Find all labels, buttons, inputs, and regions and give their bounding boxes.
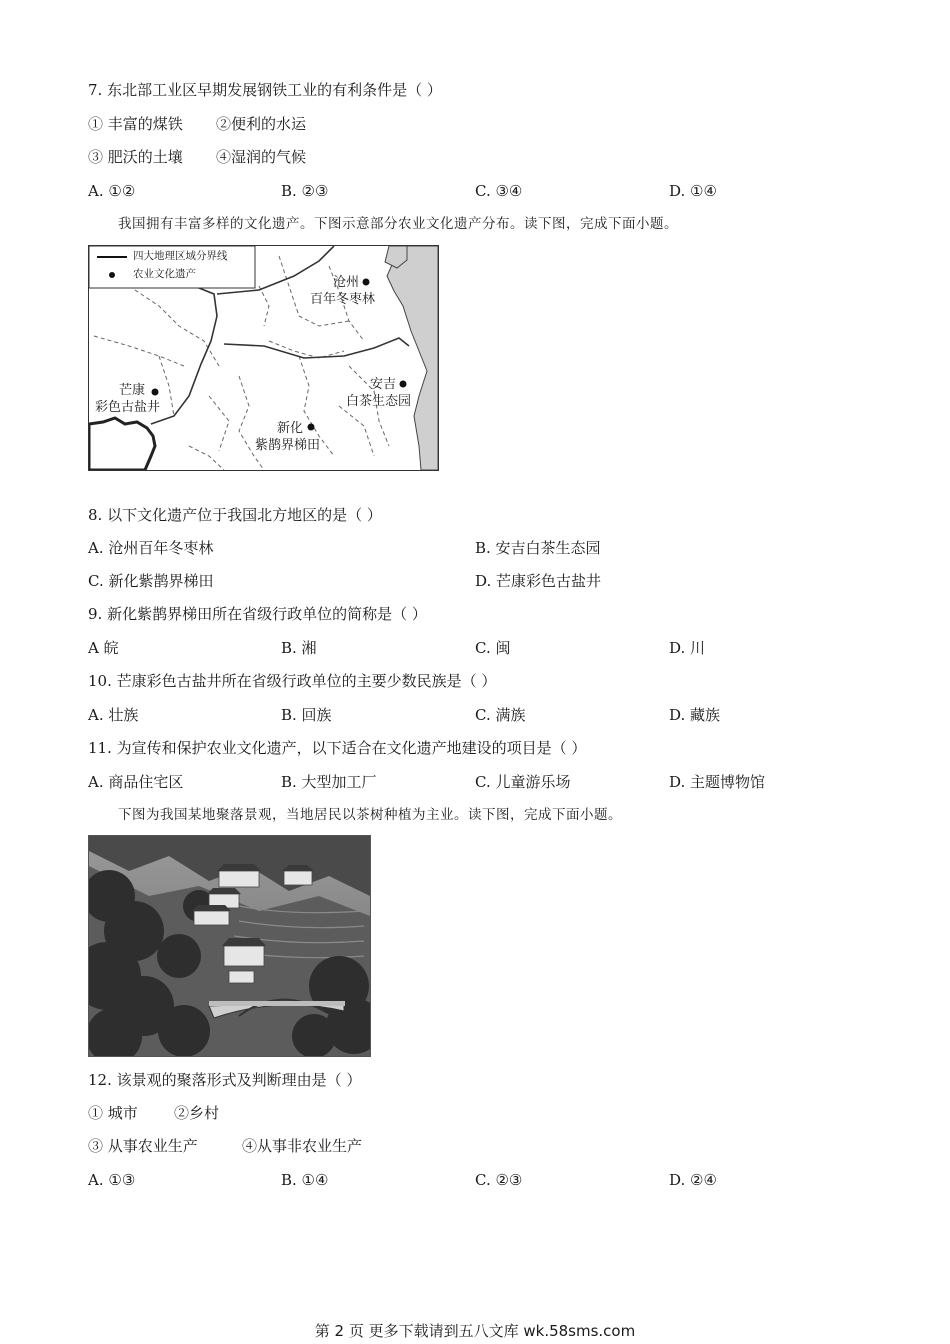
q8-stem: 8. 以下文化遗产位于我国北方地区的是（ ） bbox=[88, 506, 382, 524]
q7-option-a: A. ①② bbox=[88, 182, 136, 200]
q7-item-3: ③ 肥沃的土壤 bbox=[88, 148, 183, 166]
q9-option-b: B. 湘 bbox=[281, 639, 317, 657]
q11-option-c: C. 儿童游乐场 bbox=[475, 773, 571, 791]
q8-option-a: A. 沧州百年冬枣林 bbox=[88, 539, 214, 557]
q7-option-b: B. ②③ bbox=[281, 182, 329, 200]
q7-option-c: C. ③④ bbox=[475, 182, 523, 200]
q7-item-2: ②便利的水运 bbox=[216, 115, 307, 133]
place-desc-xinhua: 紫鹊界梯田 bbox=[255, 438, 321, 453]
q9-option-c: C. 闽 bbox=[475, 639, 511, 657]
q9-stem: 9. 新化紫鹊界梯田所在省级行政单位的简称是（ ） bbox=[88, 605, 427, 623]
place-name-anji: 安吉 bbox=[370, 377, 397, 392]
q8-option-d: D. 芒康彩色古盐井 bbox=[475, 572, 602, 590]
q12-option-a: A. ①③ bbox=[88, 1171, 136, 1189]
place-desc-cangzhou: 百年冬枣林 bbox=[310, 292, 376, 307]
place-name-mangkang: 芒康 bbox=[119, 383, 146, 398]
q7-stem: 7. 东北部工业区早期发展钢铁工业的有利条件是（ ） bbox=[88, 81, 442, 99]
q7-option-d: D. ①④ bbox=[669, 182, 717, 200]
page-footer: 第 2 页 更多下载请到五八文库 wk.58sms.com bbox=[314, 1322, 636, 1340]
q11-option-a: A. 商品住宅区 bbox=[88, 773, 184, 791]
q10-option-d: D. 藏族 bbox=[669, 706, 721, 724]
q12-item-1: ① 城市 bbox=[88, 1104, 138, 1122]
place-desc-mangkang: 彩色古盐井 bbox=[95, 400, 161, 415]
q8-option-c: C. 新化紫鹊界梯田 bbox=[88, 572, 214, 590]
place-desc-anji: 白茶生态园 bbox=[346, 394, 412, 409]
q12-item-3: ③ 从事农业生产 bbox=[88, 1137, 198, 1155]
legend-boundary-label: 四大地理区域分界线 bbox=[133, 250, 228, 262]
q11-stem: 11. 为宣传和保护农业文化遗产，以下适合在文化遗产地建设的项目是（ ） bbox=[88, 739, 587, 757]
place-name-xinhua: 新化 bbox=[277, 421, 304, 436]
q7-item-1: ① 丰富的煤铁 bbox=[88, 115, 183, 133]
q9-option-d: D. 川 bbox=[669, 639, 706, 657]
legend-heritage-label: 农业文化遗产 bbox=[133, 268, 196, 280]
q12-item-4: ④从事非农业生产 bbox=[242, 1137, 363, 1155]
settlement-photo-drawing bbox=[89, 836, 370, 1056]
q7-item-4: ④湿润的气候 bbox=[216, 148, 307, 166]
intro-settlement: 下图为我国某地聚落景观，当地居民以茶树种植为主业。读下图，完成下面小题。 bbox=[118, 807, 622, 823]
q12-item-2: ②乡村 bbox=[174, 1104, 220, 1122]
q12-option-d: D. ②④ bbox=[669, 1171, 717, 1189]
q11-option-d: D. 主题博物馆 bbox=[669, 773, 766, 791]
q10-stem: 10. 芒康彩色古盐井所在省级行政单位的主要少数民族是（ ） bbox=[88, 672, 497, 690]
settlement-photo bbox=[88, 835, 371, 1057]
q10-option-b: B. 回族 bbox=[281, 706, 332, 724]
intro-heritage: 我国拥有丰富多样的文化遗产。下图示意部分农业文化遗产分布。读下图，完成下面小题。 bbox=[118, 216, 678, 232]
q8-option-b: B. 安吉白茶生态园 bbox=[475, 539, 601, 557]
q10-option-a: A. 壮族 bbox=[88, 706, 139, 724]
place-name-cangzhou: 沧州 bbox=[333, 275, 360, 290]
q11-option-b: B. 大型加工厂 bbox=[281, 773, 377, 791]
q12-option-c: C. ②③ bbox=[475, 1171, 523, 1189]
q12-stem: 12. 该景观的聚落形式及判断理由是（ ） bbox=[88, 1071, 362, 1089]
q9-option-a: A 皖 bbox=[88, 639, 119, 657]
heritage-map bbox=[88, 245, 439, 471]
q10-option-c: C. 满族 bbox=[475, 706, 526, 724]
q12-option-b: B. ①④ bbox=[281, 1171, 329, 1189]
